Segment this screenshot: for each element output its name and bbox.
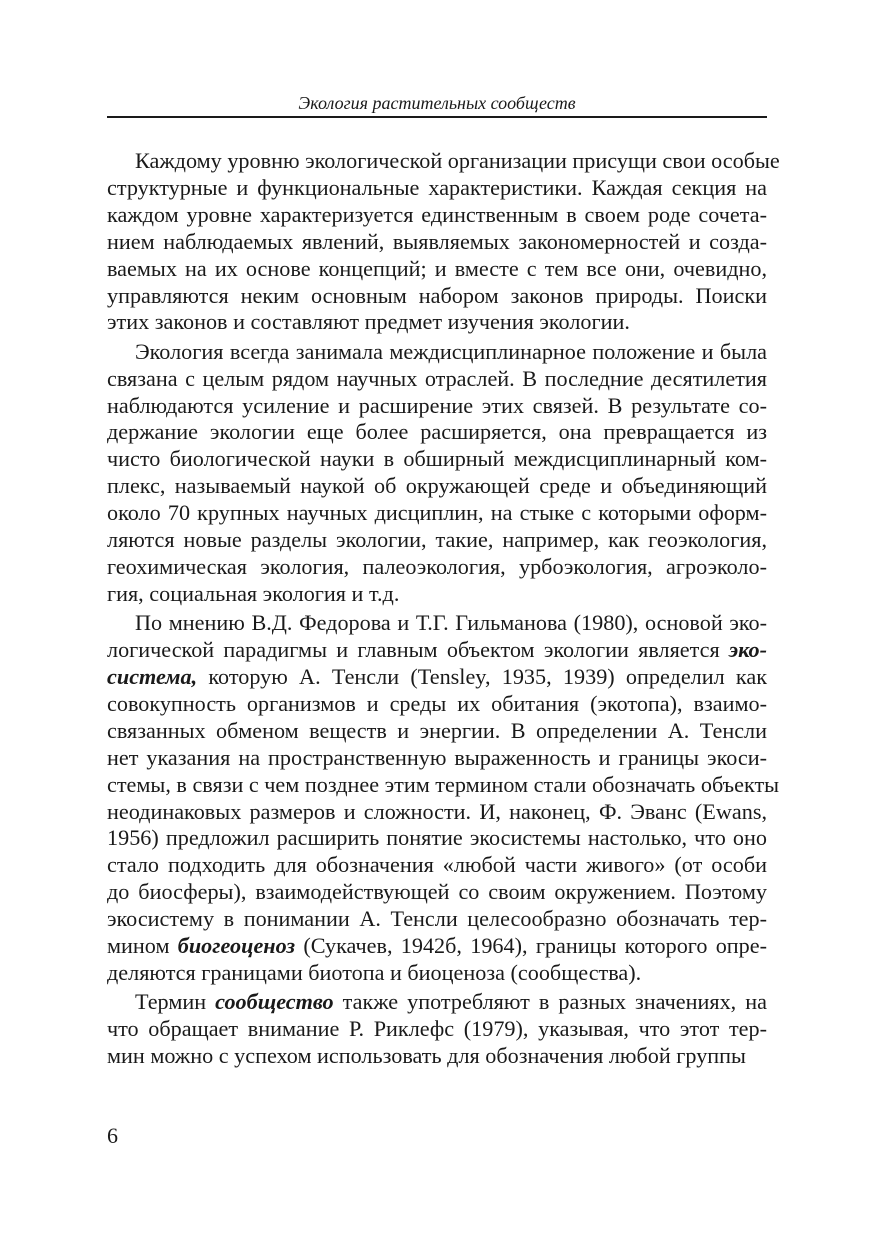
text-segment: связанных обменом веществ и энергии. В определении А. Тенсли [107, 717, 767, 743]
text-segment: структурные и функциональные характеристики. Каждая секция на [107, 174, 767, 200]
paragraph [107, 989, 767, 1070]
key-term: биогеоценоз [177, 933, 296, 959]
text-line [107, 691, 767, 718]
text-segment: мин можно с успехом использовать для обозначения любой группы [107, 1043, 746, 1069]
text-segment: геохимическая экология, палеоэкология, урбоэкология, агроэколо- [107, 553, 767, 579]
text-segment: также употребляют в разных значениях, на [333, 989, 767, 1015]
text-segment: чисто биологической науки в обширный междисциплинарный ком- [107, 446, 767, 472]
text-line [107, 366, 767, 393]
text-segment: логической парадигмы и главным объектом экологии является [107, 637, 729, 663]
text-segment: экосистему в понимании А. Тенсли целесообразно обозначать тер- [107, 906, 767, 932]
text-line [107, 664, 767, 691]
text-segment: 1956) предложил расширить понятие экосистемы настолько, что оно [107, 825, 767, 851]
text-line [107, 229, 767, 256]
text-segment: (Сукачев, 1942б, 1964), границы которого опре- [295, 933, 767, 959]
text-line [107, 527, 767, 554]
text-line [107, 202, 767, 229]
paragraph [107, 610, 780, 987]
text-segment: держание экологии еще более расширяется, она превращается из [107, 419, 767, 445]
key-term: сообщество [215, 989, 334, 1015]
text-line [107, 771, 780, 799]
text-segment: Экология всегда занимала междисциплинарное положение и была [135, 338, 767, 364]
text-line [107, 906, 767, 933]
text-line [107, 933, 767, 960]
text-line [107, 960, 767, 987]
text-line [107, 879, 767, 906]
running-title: Экология растительных сообществ [298, 93, 576, 113]
text-segment: связана с целым рядом научных отраслей. В последние десятилетия [107, 365, 767, 391]
text-line [107, 718, 767, 745]
text-segment: около 70 крупных научных дисциплин, на стыке с которыми оформ- [107, 500, 767, 526]
paragraph [107, 339, 767, 608]
text-line [107, 473, 767, 500]
paragraph [107, 148, 780, 336]
text-line [107, 283, 767, 310]
text-line [107, 339, 767, 366]
body-text [107, 148, 780, 1072]
text-segment: неодинаковых размеров и сложности. И, наконец, Ф. Эванс (Ewans, [107, 798, 767, 824]
text-line [107, 446, 767, 473]
text-segment: этих законов и составляют предмет изучения экологии. [107, 309, 630, 335]
key-term: система, [107, 664, 198, 689]
text-segment: нием наблюдаемых явлений, выявляемых закономерностей и созда- [107, 228, 767, 254]
text-line [107, 745, 767, 772]
text-line [107, 637, 767, 664]
text-line [107, 1016, 767, 1043]
text-segment: ляются новые разделы экологии, такие, например, как геоэкология, [107, 527, 767, 553]
text-line [107, 989, 767, 1016]
text-line [107, 148, 780, 175]
text-line [107, 799, 767, 826]
text-line [107, 419, 767, 446]
text-segment: что обращает внимание Р. Риклефс (1979), указывая, что этот тер- [107, 1016, 767, 1042]
text-segment: до биосферы), взаимодействующей со своим окружением. Поэтому [107, 879, 767, 905]
text-segment: управляются неким основным набором законов природы. Поиски [107, 282, 767, 308]
text-segment: Каждому уровню экологической организации присущи свои особые [135, 148, 780, 173]
running-header [107, 88, 767, 118]
text-segment: стало подходить для обозначения «любой части живого» (от особи [107, 852, 767, 878]
text-segment: ваемых на их основе концепций; и вместе с тем все они, очевидно, [107, 255, 767, 281]
text-segment: мином [107, 933, 178, 959]
text-line [107, 256, 767, 283]
text-segment: нет указания на пространственную выраженность и границы экоси- [107, 744, 767, 770]
key-term: эко- [728, 637, 767, 663]
text-line [107, 825, 767, 852]
text-segment: гия, социальная экология и т.д. [107, 580, 400, 606]
text-segment: Термин [135, 989, 216, 1015]
text-segment: плекс, называемый наукой об окружающей среде и объединяющий [107, 473, 767, 499]
text-line [107, 393, 767, 420]
text-line [107, 175, 767, 202]
page-number: 6 [107, 1123, 118, 1148]
text-segment: стемы, в связи с чем позднее этим термином стали обозначать объекты [107, 771, 780, 797]
text-segment: каждом уровне характеризуется единственным в своем роде сочета- [107, 201, 767, 227]
text-segment: которую А. Тенсли (Tensley, 1935, 1939) определил как [197, 664, 767, 689]
text-line [107, 1043, 767, 1070]
text-segment: деляются границами биотопа и биоценоза (сообщества). [107, 959, 642, 985]
text-segment: наблюдаются усиление и расширение этих связей. В результате со- [107, 392, 767, 418]
text-line [107, 500, 767, 527]
text-segment: совокупность организмов и среды их обитания (экотопа), взаимо- [107, 690, 767, 716]
text-line [107, 852, 767, 879]
text-line [107, 554, 767, 581]
text-segment: По мнению В.Д. Федорова и Т.Г. Гильманова (1980), основой эко- [135, 610, 767, 636]
text-line [107, 610, 767, 637]
text-line [107, 581, 767, 608]
text-line [107, 309, 767, 336]
